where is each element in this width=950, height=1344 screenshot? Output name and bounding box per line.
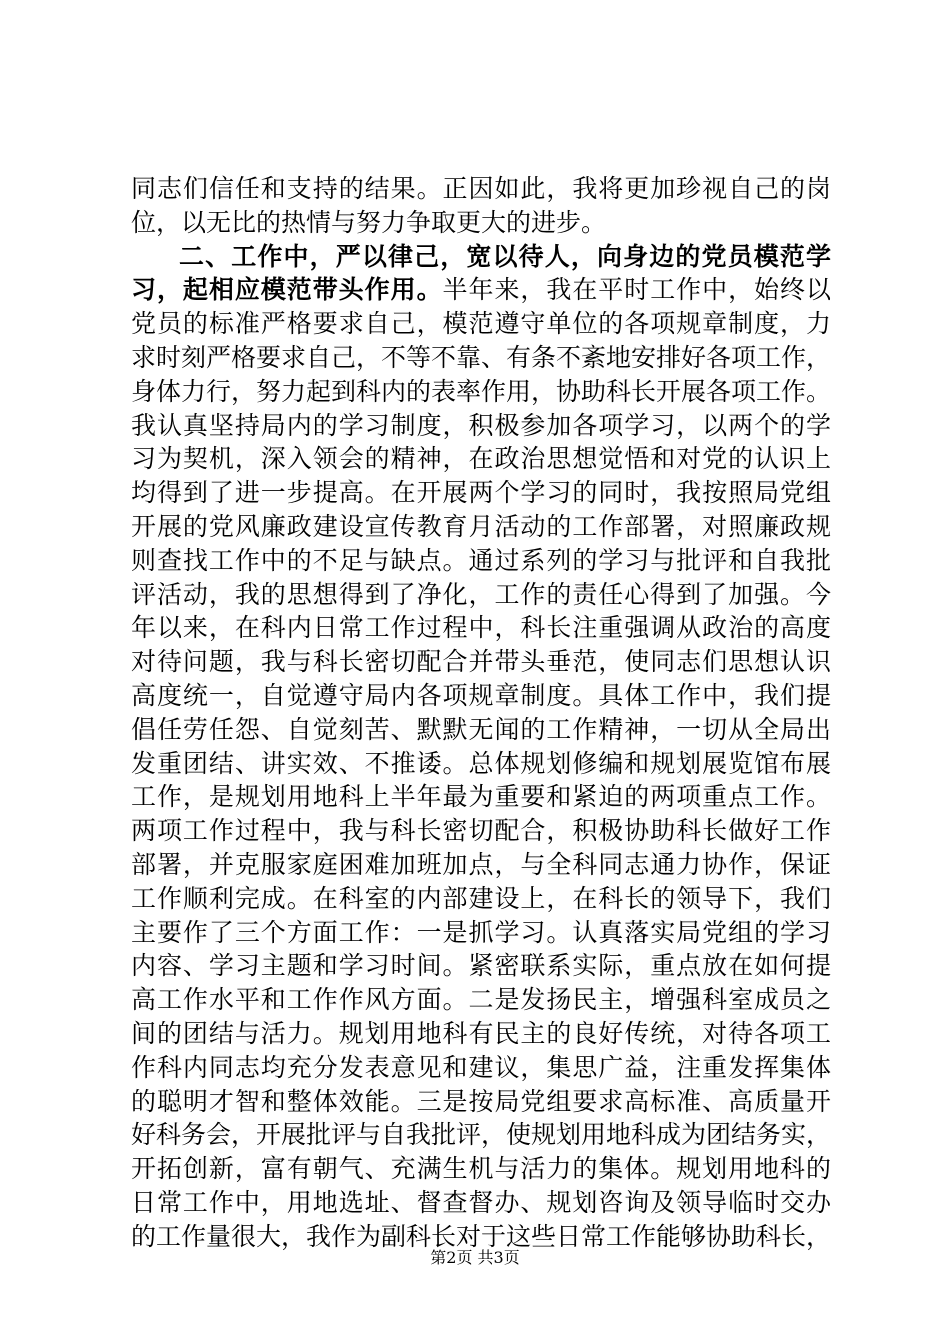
body-text: 部署，并克服家庭困难加班加点，与全科同志通力协作，保证	[131, 849, 831, 879]
bold-heading-text: 习，起相应模范带头作用。	[131, 275, 443, 305]
text-line	[131, 611, 831, 645]
body-text: 身体力行，努力起到科内的表率作用，协助科长开展各项工作。	[131, 376, 832, 406]
body-text: 倡任劳任怨、自觉刻苦、默默无闻的工作精神，一切从全局出	[131, 714, 831, 744]
body-text: 两项工作过程中，我与科长密切配合，积极协助科长做好工作	[131, 816, 831, 846]
text-line	[131, 578, 831, 612]
text-line	[131, 1152, 831, 1186]
body-text: 工作顺利完成。在科室的内部建设上，在科长的领导下，我们	[131, 883, 831, 913]
text-line	[131, 679, 831, 713]
body-text: 发重团结、讲实效、不推诿。总体规划修编和规划展览馆布展	[131, 748, 831, 778]
text-line	[131, 949, 831, 983]
text-line	[131, 1118, 831, 1152]
text-line	[131, 713, 831, 747]
text-line	[131, 442, 831, 476]
body-text: 工作，是规划用地科上半年最为重要和紧迫的两项重点工作。	[131, 782, 831, 812]
text-line	[131, 1051, 831, 1085]
body-text: 半年来，我在平时工作中，始终以	[442, 275, 831, 305]
body-text: 习为契机，深入领会的精神，在政治思想觉悟和对党的认识上	[131, 444, 831, 474]
body-text: 的工作量很大，我作为副科长对于这些日常工作能够协助科长，	[131, 1221, 832, 1251]
body-text: 主要作了三个方面工作：一是抓学习。认真落实局党组的学习	[131, 917, 831, 947]
text-line	[131, 375, 831, 409]
text-line	[131, 882, 831, 916]
body-text: 高工作水平和工作作风方面。二是发扬民主，增强科室成员之	[131, 985, 831, 1015]
body-text: 开拓创新，富有朝气、充满生机与活力的集体。规划用地科的	[131, 1154, 831, 1184]
body-text: 均得到了进一步提高。在开展两个学习的同时，我按照局党组	[131, 478, 831, 508]
text-line	[131, 645, 831, 679]
body-text: 好科务会，开展批评与自我批评，使规划用地科成为团结务实，	[131, 1120, 832, 1150]
text-line	[131, 476, 831, 510]
text-line	[131, 1017, 831, 1051]
text-line	[131, 544, 831, 578]
body-text: 内容、学习主题和学习时间。紧密联系实际，重点放在如何提	[131, 951, 831, 981]
body-text: 间的团结与活力。规划用地科有民主的良好传统，对待各项工	[131, 1018, 831, 1048]
body-text: 同志们信任和支持的结果。正因如此，我将更加珍视自己的岗	[131, 174, 831, 203]
document-body	[131, 172, 831, 1254]
body-text: 党员的标准严格要求自己，模范遵守单位的各项规章制度，力	[131, 309, 831, 339]
text-line	[131, 814, 831, 848]
body-text: 年以来，在科内日常工作过程中，科长注重强调从政治的高度	[131, 613, 831, 643]
body-text: 对待问题，我与科长密切配合并带头垂范，使同志们思想认识	[131, 647, 831, 677]
body-text: 日常工作中，用地选址、督查督办、规划咨询及领导临时交办	[131, 1187, 831, 1217]
body-text: 则查找工作中的不足与缺点。通过系列的学习与批评和自我批	[131, 545, 831, 575]
text-line	[131, 848, 831, 882]
body-text: 位，以无比的热情与努力争取更大的进步。	[131, 207, 607, 237]
body-text: 开展的党风廉政建设宣传教育月活动的工作部署，对照廉政规	[131, 511, 831, 541]
text-line	[131, 747, 831, 781]
body-text: 作科内同志均充分发表意见和建议，集思广益，注重发挥集体	[131, 1052, 831, 1082]
text-line	[131, 1085, 831, 1119]
text-line	[131, 273, 831, 307]
bold-heading-text: 二、工作中，严以律己，宽以待人，向身边的党员模范学	[179, 241, 831, 271]
text-line	[131, 307, 831, 341]
text-line	[131, 983, 831, 1017]
body-text: 我认真坚持局内的学习制度，积极参加各项学习，以两个的学	[131, 410, 831, 440]
text-line	[131, 240, 831, 274]
body-text: 的聪明才智和整体效能。三是按局党组要求高标准、高质量开	[131, 1086, 831, 1116]
body-text: 高度统一，自觉遵守局内各项规章制度。具体工作中，我们提	[131, 680, 831, 710]
page-footer: 第2页 共3页	[430, 1248, 520, 1267]
text-line	[131, 172, 831, 206]
body-text: 求时刻严格要求自己，不等不靠、有条不紊地安排好各项工作，	[131, 342, 832, 372]
text-line	[131, 206, 831, 240]
body-text: 评活动，我的思想得到了净化，工作的责任心得到了加强。今	[131, 579, 831, 609]
text-line	[131, 409, 831, 443]
text-line	[131, 510, 831, 544]
text-line	[131, 341, 831, 375]
text-line	[131, 1186, 831, 1220]
text-line	[131, 916, 831, 950]
text-line	[131, 780, 831, 814]
